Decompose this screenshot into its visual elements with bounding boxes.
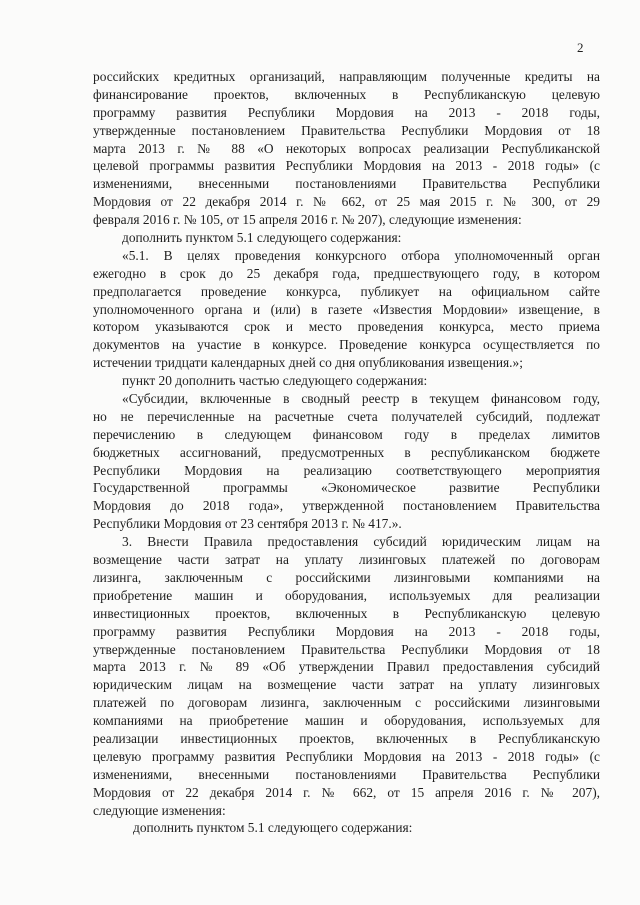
text-line: февраля 2016 г. № 105, от 15 апреля 2016 г. № 207), следующие изменения: (93, 212, 522, 228)
text-line: следующие изменения: (93, 802, 226, 818)
text-line: российских кредитных организаций, направляющим полученные кредиты на (93, 69, 600, 84)
text-line: 3. Внести Правила предоставления субсидий юридическим лицам на (122, 534, 600, 550)
text-line: но не перечисленные на расчетные счета получателей субсидий, подлежат (93, 408, 600, 424)
text-line: приобретение машин и оборудования, используемых для реализации (93, 587, 600, 603)
text-line: дополнить пунктом 5.1 следующего содержания: (133, 820, 413, 836)
text-line: Мордовия до 2018 года», утвержденной постановлением Правительства (93, 498, 600, 514)
text-line: «5.1. В целях проведения конкурсного отбора уполномоченный орган (122, 247, 600, 263)
text-line: программу развития Республики Мордовия на 2013 - 2018 годы, (93, 104, 600, 120)
text-line: изменениями, внесенными постановлениями Правительства Республики (93, 176, 600, 192)
text-line: платежей по договорам лизинга, заключенным с российскими лизинговыми (93, 695, 600, 711)
text-line: «Субсидии, включенные в сводный реестр в текущем финансовом году, (122, 391, 600, 407)
text-line: утвержденные постановлением Правительства Республики Мордовия от 18 (93, 641, 600, 657)
text-line: уполномоченного органа и (или) в газете «Известия Мордовии» извещение, в (93, 301, 600, 317)
text-line: утвержденные постановлением Правительства Республики Мордовия от 18 (93, 122, 600, 138)
text-line: ежегодно в срок до 25 декабря года, предшествующего году, в котором (93, 265, 600, 281)
text-line: изменениями, внесенными постановлениями Правительства Республики (93, 766, 600, 782)
text-line: Мордовия от 22 декабря 2014 г. № 662, от 25 мая 2015 г. № 300, от 29 (93, 194, 600, 210)
text-line: котором указываются срок и место проведения конкурса, место приема (93, 319, 600, 335)
text-line: перечислению в следующем финансовом году в пределах лимитов (93, 426, 600, 442)
text-line: пункт 20 дополнить частью следующего содержания: (122, 373, 428, 389)
text-line: реализации инвестиционных проектов, включенных в Республиканскую (93, 730, 600, 746)
text-line: лизинга, заключенным с российскими лизинговыми компаниями на (93, 569, 600, 585)
text-line: компаниями на приобретение машин и оборудования, используемых для (93, 713, 600, 729)
text-line: предполагается проведение конкурса, публикует на официальном сайте (93, 283, 600, 299)
document-body (93, 68, 600, 837)
text-line: Республики Мордовия от 23 сентября 2013 г. № 417.». (93, 516, 402, 532)
text-line: дополнить пунктом 5.1 следующего содержания: (122, 230, 402, 246)
text-line: целевую программу развития Республики Мордовия на 2013 - 2018 годы» (с (93, 748, 600, 764)
text-line: программу развития Республики Мордовия на 2013 - 2018 годы, (93, 623, 600, 639)
text-line: Государственной программы «Экономическое развитие Республики (93, 480, 600, 496)
text-line: Мордовия от 22 декабря 2014 г. № 662, от 15 апреля 2016 г. № 207), (93, 784, 600, 800)
text-line: марта 2013 г. № 88 «О некоторых вопросах реализации Республиканской (93, 140, 600, 156)
text-line: инвестиционных проектов, включенных в Республиканскую целевую (93, 605, 600, 621)
text-line: целевой программы развития Республики Мордовия на 2013 - 2018 годы» (с (93, 158, 600, 174)
text-line: юридическим лицам на возмещение части затрат на уплату лизинговых (93, 677, 600, 693)
text-line: бюджетных ассигнований, предусмотренных в республиканском бюджете (93, 444, 600, 460)
text-line: Республики Мордовия на реализацию соответствующего мероприятия (93, 462, 600, 478)
text-line: финансирование проектов, включенных в Республиканскую целевую (93, 86, 600, 102)
page-number: 2 (577, 40, 584, 55)
text-line: возмещение части затрат на уплату лизинговых платежей по договорам (93, 552, 600, 568)
text-line: документов на участие в конкурсе. Проведение конкурса осуществляется по (93, 337, 600, 353)
text-line: марта 2013 г. № 89 «Об утверждении Правил предоставления субсидий (93, 659, 600, 675)
text-line: истечении тридцати календарных дней со дня опубликования извещения.»; (93, 355, 523, 371)
